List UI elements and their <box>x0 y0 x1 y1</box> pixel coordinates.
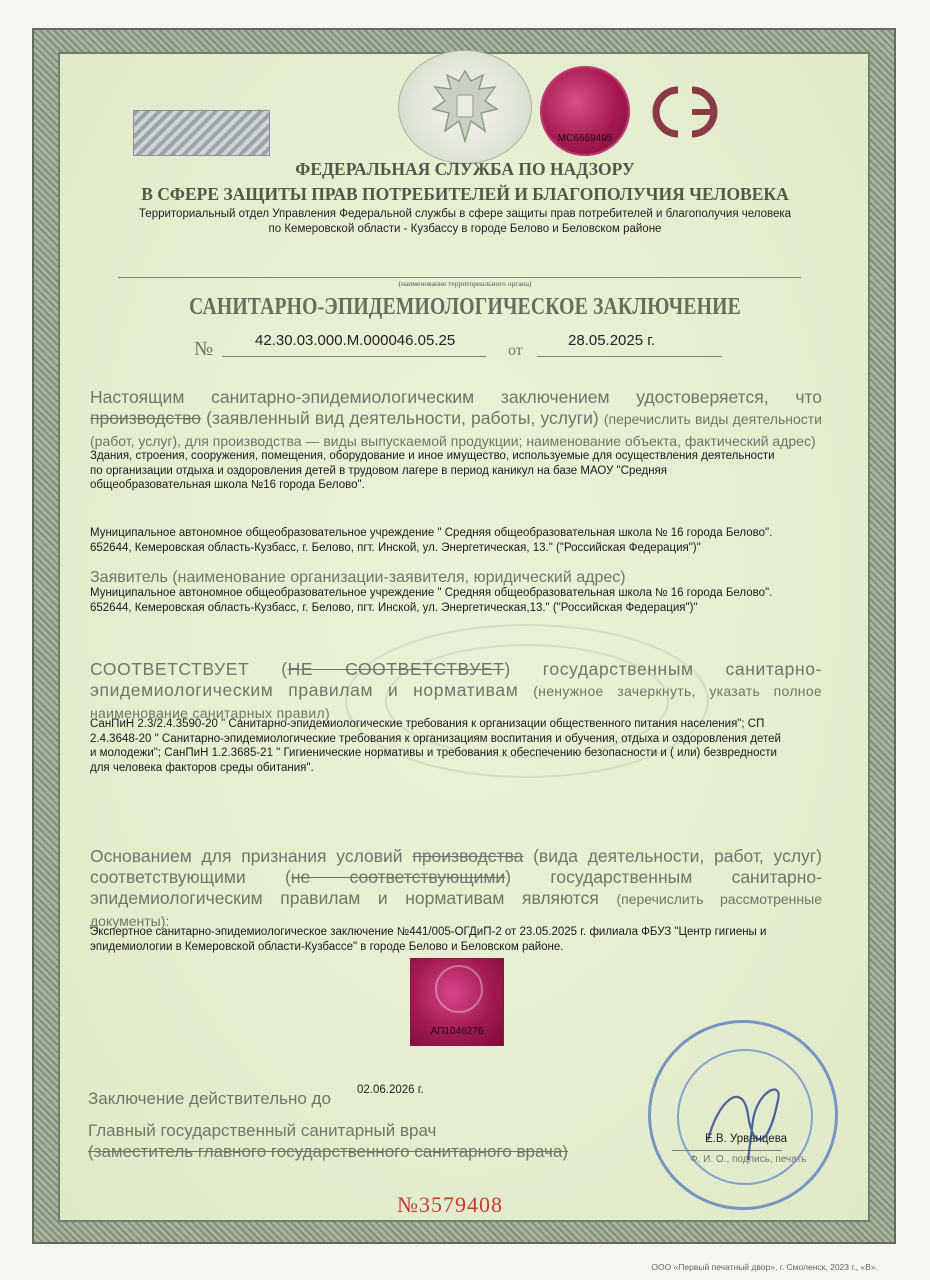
form-serial-number: №3579408 <box>397 1192 503 1217</box>
seal-number-bottom: АП1046276 <box>430 1026 484 1037</box>
applicant-label: Заявитель (наименование организации-заявителя, юридический адрес) <box>90 569 626 586</box>
document-date: 28.05.2025 г. <box>568 332 656 349</box>
agency-line-2: В СФЕРЕ ЗАЩИТЫ ПРАВ ПОТРЕБИТЕЛЕЙ И БЛАГОПОЛУЧИЯ ЧЕЛОВЕКА <box>141 184 789 204</box>
signature-scribble <box>648 1020 838 1210</box>
compliance-word: СООТВЕТСТВУЕТ ( <box>90 659 288 679</box>
compliance-hint: (ненужное зачеркнуть, указать полное наименование санитарных правил) <box>90 683 823 721</box>
validity-date: 02.06.2026 г. <box>357 1084 424 1096</box>
seal-number: MC6669495 <box>557 133 613 144</box>
conformity-mark-icon <box>648 84 730 140</box>
divider <box>118 277 801 278</box>
number-underline <box>222 356 486 357</box>
territorial-line-1: Территориальный отдел Управления Федеральной службы в сфере защиты прав потребителей и благополучия человека <box>138 208 792 220</box>
number-label: № <box>194 338 214 360</box>
territorial-caption: (наименование территориального органа) <box>398 279 532 288</box>
date-label: от <box>508 342 523 359</box>
document-number: 42.30.03.000.М.000046.05.25 <box>255 332 456 349</box>
printer-imprint: ООО «Первый печатный двор», г. Смоленск, 2023 г., «В». <box>651 1262 878 1272</box>
signer-name: Е.В. Урванцева <box>705 1133 788 1145</box>
coat-of-arms-emblem <box>398 50 532 164</box>
hologram-circle <box>435 965 483 1013</box>
certifies-lead: Настоящим санитарно-эпидемиологическим заключением удостоверяется, что <box>90 387 822 407</box>
object-organization: Муниципальное автономное общеобразовательное учреждение " Средняя общеобразовательная школа № 16 города Белово". 652644, Кемеровская область-Кузбасс, г. Белово, пгт. Инской, ул. Энергетическая, 13." ("Российская Федерация")" <box>90 527 773 554</box>
applicant-value: Муниципальное автономное общеобразовательное учреждение " Средняя общеобразовательная школа № 16 города Белово". 652644, Кемеровская область-Кузбасс, г. Белово, пгт. Инской, ул. Энергетическая,13." ("Российская Федерация")" <box>90 587 773 614</box>
basis-hint: (перечислить рассмотренные документы): <box>90 891 822 929</box>
date-underline <box>537 356 722 357</box>
compliance-rest: ) государственным санитарно-эпидемиологическим правилам и нормативам <box>90 659 822 700</box>
validity-label: Заключение действительно до <box>88 1089 331 1108</box>
territorial-line-2: по Кемеровской области - Кузбассу в городе Белово и Беловском районе <box>268 223 662 235</box>
certifies-paragraph <box>90 387 822 452</box>
compliance-paragraph <box>90 659 822 724</box>
basis-part-2: (вида деятельности, работ, услуг) соответствующими ( <box>90 846 822 887</box>
certifies-rest: (заявленный вид деятельности, работы, услуги) <box>206 408 599 428</box>
signature-caption: Ф. И. О., подпись, печать <box>690 1154 807 1165</box>
basis-part-1: Основанием для признания условий <box>90 846 403 866</box>
basis-struck-1: производства <box>412 846 524 866</box>
compliance-struck: НЕ СООТВЕТСТВУЕТ <box>287 659 505 679</box>
document-title: САНИТАРНО-ЭПИДЕМИОЛОГИЧЕСКОЕ ЗАКЛЮЧЕНИЕ <box>189 294 741 320</box>
hologram-seal-bottom <box>410 958 504 1046</box>
compliance-value: СанПиН 2.3/2.4.3590-20 " Санитарно-эпидемиологические требования к организации общественного питания населения"; СП 2.4.3648-20 " Санитарно-эпидемиологические требования к организациям воспитания и обучения, отдыха и оздоровления детей и молодежи"; СанПиН 1.2.3685-21 " Гигиенические нормативы и требования к обеспечению безопасности и ( или) безвредности для человека факторов среды обитания". <box>90 718 781 774</box>
certifies-struck: производство <box>90 408 201 428</box>
signer-position: Главный государственный санитарный врач <box>88 1121 437 1140</box>
certifies-value: Здания, строения, сооружения, помещения, оборудование и иное имущество, используемые для осуществления деятельности по организации отдыха и оздоровления детей в трудовом лагере в период каникул на базе МАОУ "Средняя общеобразовательная школа №16 города Белово". <box>90 450 775 491</box>
hologram-seal-top <box>540 66 630 156</box>
signer-position-deputy: (заместитель главного государственного санитарного врача) <box>88 1142 568 1161</box>
hologram-stripe <box>133 110 270 156</box>
basis-paragraph <box>90 846 822 932</box>
certifies-hint: (перечислить виды деятельности (работ, услуг), для производства — виды выпускаемой продукции; наименование объекта, фактический адрес) <box>90 411 822 449</box>
basis-value: Экспертное санитарно-эпидемиологическое заключение №441/005-ОГДиП-2 от 23.05.2025 г. филиала ФБУЗ "Центр гигиены и эпидемиологии в Кемеровской области-Кузбассе" в городе Белово и Беловском районе. <box>90 926 767 953</box>
basis-struck-2: не соответствующими <box>290 867 506 887</box>
official-stamp <box>648 1020 838 1210</box>
agency-line-1: ФЕДЕРАЛЬНАЯ СЛУЖБА ПО НАДЗОРУ <box>295 159 635 179</box>
basis-part-3: ) государственным санитарно-эпидемиологическим правилам и нормативам являются <box>90 867 822 908</box>
